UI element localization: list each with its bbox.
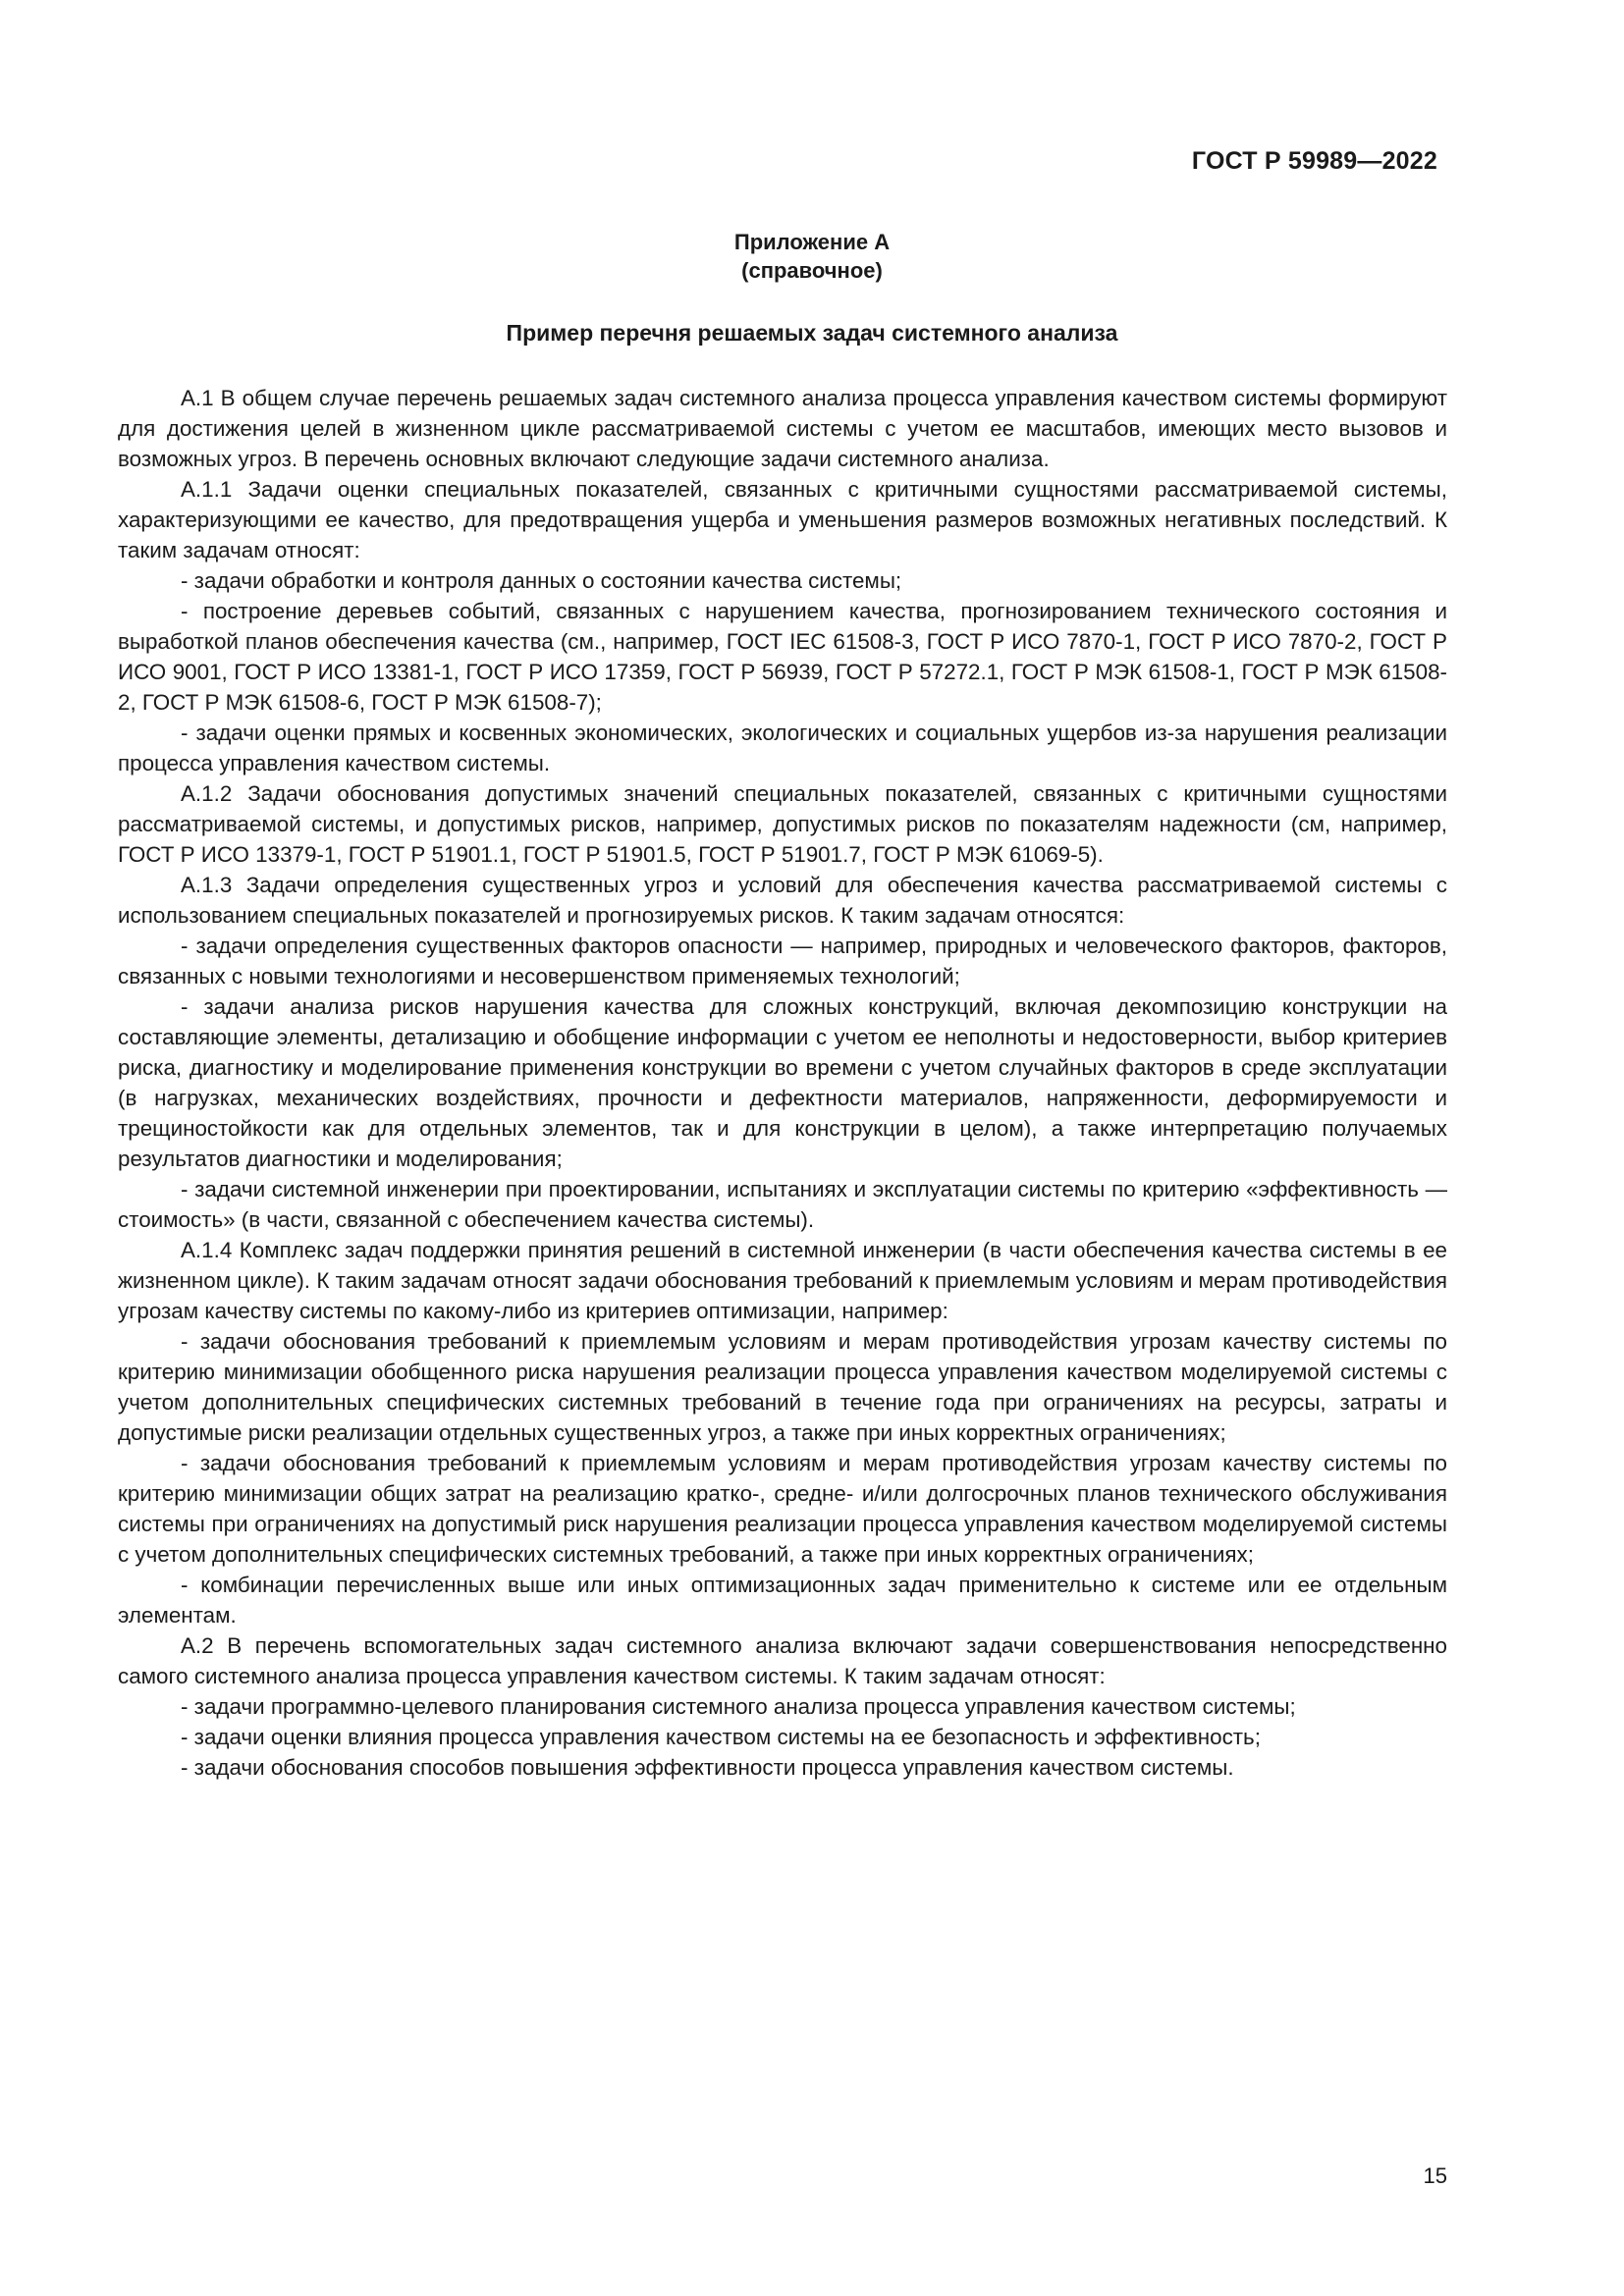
- paragraph-a1-1: А.1.1 Задачи оценки специальных показателей, связанных с критичными сущностями рассматриваемой системы, характеризующими ее качество, для предотвращения ущерба и уменьшения размеров возможных негативных последствий. К таким задачам относят:: [118, 477, 1447, 562]
- list-item: - комбинации перечисленных выше или иных оптимизационных задач применительно к системе или ее отдельным элементам.: [118, 1573, 1447, 1628]
- paragraph-a1-2: А.1.2 Задачи обоснования допустимых значений специальных показателей, связанных с критичными сущностями рассматриваемой системы, и допустимых рисков, например, допустимых рисков по показателям надежности (см, например, ГОСТ Р ИСО 13379-1, ГОСТ Р 51901.1, ГОСТ Р 51901.5, ГОСТ Р 51901.7, ГОСТ Р МЭК 61069-5).: [118, 781, 1447, 867]
- document-title: Пример перечня решаемых задач системного анализа: [506, 320, 1118, 346]
- list-item: - задачи оценки прямых и косвенных экономических, экологических и социальных ущербов из-за нарушения реализации процесса управления качеством системы.: [118, 721, 1447, 775]
- list-item: - задачи обоснования требований к приемлемым условиям и мерам противодействия угрозам качеству системы по критерию минимизации общих затрат на реализацию кратко-, средне- и/или долгосрочных планов технического обслуживания системы при ограничениях на допустимый риск нарушения реализации процесса управления качеством моделируемой системы с учетом дополнительных специфических системных требований, а также при иных корректных ограничениях;: [118, 1451, 1447, 1567]
- list-item: - задачи определения существенных факторов опасности — например, природных и человеческого факторов, факторов, связанных с новыми технологиями и несовершенством применяемых технологий;: [118, 934, 1447, 988]
- list-item: - задачи системной инженерии при проектировании, испытаниях и эксплуатации системы по критерию «эффективность — стоимость» (в части, связанной с обеспечением качества системы).: [118, 1177, 1447, 1232]
- list-item: - задачи обработки и контроля данных о состоянии качества системы;: [181, 568, 902, 593]
- appendix-label: Приложение А: [733, 230, 891, 254]
- paragraph-a1-4: А.1.4 Комплекс задач поддержки принятия решений в системной инженерии (в части обеспечения качества системы в ее жизненном цикле). К таким задачам относят задачи обоснования требований к приемлемым условиям и мерам противодействия угрозам качеству системы по какому-либо из критериев оптимизации, например:: [118, 1238, 1447, 1323]
- list-item: - задачи анализа рисков нарушения качества для сложных конструкций, включая декомпозицию конструкции на составляющие элементы, детализацию и обобщение информации с учетом ее неполноты и недостоверности, выбор критериев риска, диагностику и моделирование применения конструкции во времени с учетом случайных факторов в среде эксплуатации (в нагрузках, механических воздействиях, прочности и дефектности материалов, напряженности, деформируемости и трещиностойкости как для отдельных элементов, так и для конструкции в целом), а также интерпретацию получаемых результатов диагностики и моделирования;: [118, 994, 1447, 1171]
- appendix-type: (справочное): [741, 258, 883, 283]
- paragraph-a2: А.2 В перечень вспомогательных задач системного анализа включают задачи совершенствования непосредственно самого системного анализа процесса управления качеством системы. К таким задачам относят:: [118, 1633, 1447, 1688]
- list-item: - задачи оценки влияния процесса управления качеством системы на ее безопасность и эффективность;: [181, 1725, 1261, 1749]
- list-item: - задачи обоснования способов повышения эффективности процесса управления качеством системы.: [181, 1755, 1234, 1780]
- list-item: - построение деревьев событий, связанных с нарушением качества, прогнозированием технического состояния и выработкой планов обеспечения качества (см., например, ГОСТ IEC 61508-3, ГОСТ Р ИСО 7870-1, ГОСТ Р ИСО 7870-2, ГОСТ Р ИСО 9001, ГОСТ Р ИСО 13381-1, ГОСТ Р ИСО 17359, ГОСТ Р 56939, ГОСТ Р 57272.1, ГОСТ Р МЭК 61508-1, ГОСТ Р МЭК 61508-2, ГОСТ Р МЭК 61508-6, ГОСТ Р МЭК 61508-7);: [118, 599, 1447, 715]
- appendix-heading: [0, 228, 1624, 285]
- list-item: - задачи программно-целевого планирования системного анализа процесса управления качеством системы;: [181, 1694, 1296, 1719]
- paragraph-a1-3: А.1.3 Задачи определения существенных угроз и условий для обеспечения качества рассматриваемой системы с использованием специальных показателей и прогнозируемых рисков. К таким задачам относятся:: [118, 873, 1447, 928]
- paragraph-a1: А.1 В общем случае перечень решаемых задач системного анализа процесса управления качеством системы формируют для достижения целей в жизненном цикле рассматриваемой системы с учетом ее масштабов, имеющих место вызовов и возможных угроз. В перечень основных включают следующие задачи системного анализа.: [118, 386, 1447, 471]
- body-text: [118, 383, 1447, 1783]
- list-item: - задачи обоснования требований к приемлемым условиям и мерам противодействия угрозам качеству системы по критерию минимизации обобщенного риска нарушения реализации процесса управления качеством моделируемой системы с учетом дополнительных специфических системных требований в течение года при ограничениях на ресурсы, затраты и допустимые риски реализации отдельных существенных угроз, а также при иных корректных ограничениях;: [118, 1329, 1447, 1445]
- page-header-standard: ГОСТ Р 59989—2022: [1191, 147, 1437, 175]
- page-number: 15: [1423, 2163, 1447, 2188]
